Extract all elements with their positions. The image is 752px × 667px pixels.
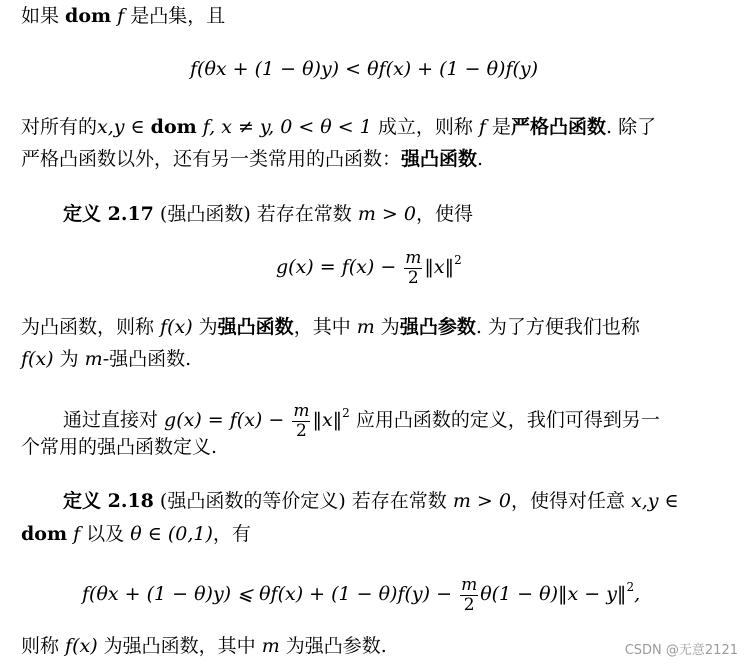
text: . xyxy=(477,148,484,170)
text: ，其中 xyxy=(293,316,357,338)
text: 为强凸参数. xyxy=(279,635,387,657)
fraction-denominator: 2 xyxy=(295,420,307,441)
text: . 为了方便我们也称 xyxy=(475,316,640,338)
text: 则称 xyxy=(21,635,66,657)
math-m: m xyxy=(84,348,103,370)
paragraph-strong-line1 xyxy=(21,315,640,339)
text: 若存在常数 xyxy=(256,203,358,225)
eq-lhs: g(x) = f(x) − xyxy=(276,256,403,278)
math-xy: x,y ∈ xyxy=(631,490,679,512)
math-f: f xyxy=(111,5,125,27)
math-fx: f(x) xyxy=(160,316,193,338)
text: 为 xyxy=(192,316,218,338)
text: ，有 xyxy=(212,523,251,545)
exponent: 2 xyxy=(342,406,350,420)
equation-strong-convex-equiv xyxy=(82,575,640,615)
dom-bold: dom xyxy=(150,116,197,138)
text: . 除了 xyxy=(606,116,657,138)
equation-g xyxy=(276,248,462,288)
definition-2-17 xyxy=(63,202,473,226)
fraction-m-over-2 xyxy=(292,402,310,441)
term-strong-convex: 强凸函数 xyxy=(217,316,294,338)
math-gx: g(x) = f(x) − xyxy=(164,409,291,431)
text: 对所有的 xyxy=(21,116,98,138)
math-fx: f(x) xyxy=(21,348,54,370)
text: 是 xyxy=(485,116,511,138)
text: ，使得对任意 xyxy=(510,490,631,512)
text: 通过直接对 xyxy=(63,409,165,431)
text: 严格凸函数以外，还有另一类常用的凸函数： xyxy=(21,148,402,170)
definition-label: 定义 2.17 xyxy=(63,203,154,225)
fraction-numerator: m xyxy=(405,247,422,268)
text: 若存在常数 xyxy=(351,490,453,512)
eq-end: , xyxy=(634,583,641,605)
paragraph-strict-line1 xyxy=(21,115,656,139)
term-strict-convex: 严格凸函数 xyxy=(511,116,607,138)
text: 为 xyxy=(53,348,85,370)
text: 是凸集，且 xyxy=(124,5,226,27)
text: -强凸函数. xyxy=(102,348,192,370)
math-m: m xyxy=(261,635,280,657)
watermark: CSDN @无意2121 xyxy=(624,643,738,658)
paragraph-strict-line2 xyxy=(21,147,483,171)
math-fx: f(x) xyxy=(65,635,98,657)
math-m: m > 0 xyxy=(452,490,511,512)
norm-x: ‖x‖ xyxy=(312,409,343,431)
text: 以及 xyxy=(80,523,131,545)
paragraph-intro xyxy=(21,4,225,28)
dom-bold: dom xyxy=(65,5,112,27)
math-theta: θ ∈ (0,1) xyxy=(130,523,213,545)
math-f: f xyxy=(67,523,81,545)
math-f: f xyxy=(478,116,486,138)
text: 如果 xyxy=(21,5,66,27)
definition-2-18-line2 xyxy=(21,522,251,546)
fraction-denominator: 2 xyxy=(407,267,419,288)
fraction-m-over-2 xyxy=(460,576,478,615)
definition-2-18-line1 xyxy=(63,489,679,513)
term-strong-convex: 强凸函数 xyxy=(401,148,478,170)
text: 为强凸函数，其中 xyxy=(97,635,262,657)
definition-label: 定义 2.18 xyxy=(63,490,154,512)
text: 为凸函数，则称 xyxy=(21,316,161,338)
definition-title: (强凸函数的等价定义) xyxy=(153,490,352,512)
math-cond: f, x ≠ y, 0 < θ < 1 xyxy=(196,116,372,138)
math-m: m > 0 xyxy=(357,203,416,225)
fraction-numerator: m xyxy=(293,400,310,421)
text: ，使得 xyxy=(415,203,473,225)
exponent: 2 xyxy=(454,253,462,267)
exponent: 2 xyxy=(626,580,635,594)
eq-rest: θ(1 − θ)‖x − y‖ xyxy=(480,583,627,605)
text: 成立，则称 xyxy=(371,116,479,138)
fraction-m-over-2 xyxy=(404,249,422,288)
paragraph-direct-line2: 个常用的强凸函数定义. xyxy=(21,436,218,458)
eq-lhs: f(θx + (1 − θ)y) ⩽ θf(x) + (1 − θ)f(y) − xyxy=(82,583,459,605)
norm-x: ‖x‖ xyxy=(424,256,455,278)
term-strong-parameter: 强凸参数 xyxy=(399,316,476,338)
paragraph-strong-line2 xyxy=(21,347,191,371)
fraction-denominator: 2 xyxy=(463,594,475,615)
paragraph-conclusion xyxy=(21,634,387,658)
text: 为 xyxy=(374,316,400,338)
equation-strict-convex: f(θx + (1 − θ)y) < θf(x) + (1 − θ)f(y) xyxy=(190,58,539,80)
dom-bold: dom xyxy=(21,523,68,545)
math-xy: x,y ∈ xyxy=(97,116,151,138)
fraction-numerator: m xyxy=(461,574,478,595)
text: 应用凸函数的定义，我们可得到另一 xyxy=(349,409,660,431)
math-m: m xyxy=(356,316,375,338)
definition-title: (强凸函数) xyxy=(153,203,257,225)
